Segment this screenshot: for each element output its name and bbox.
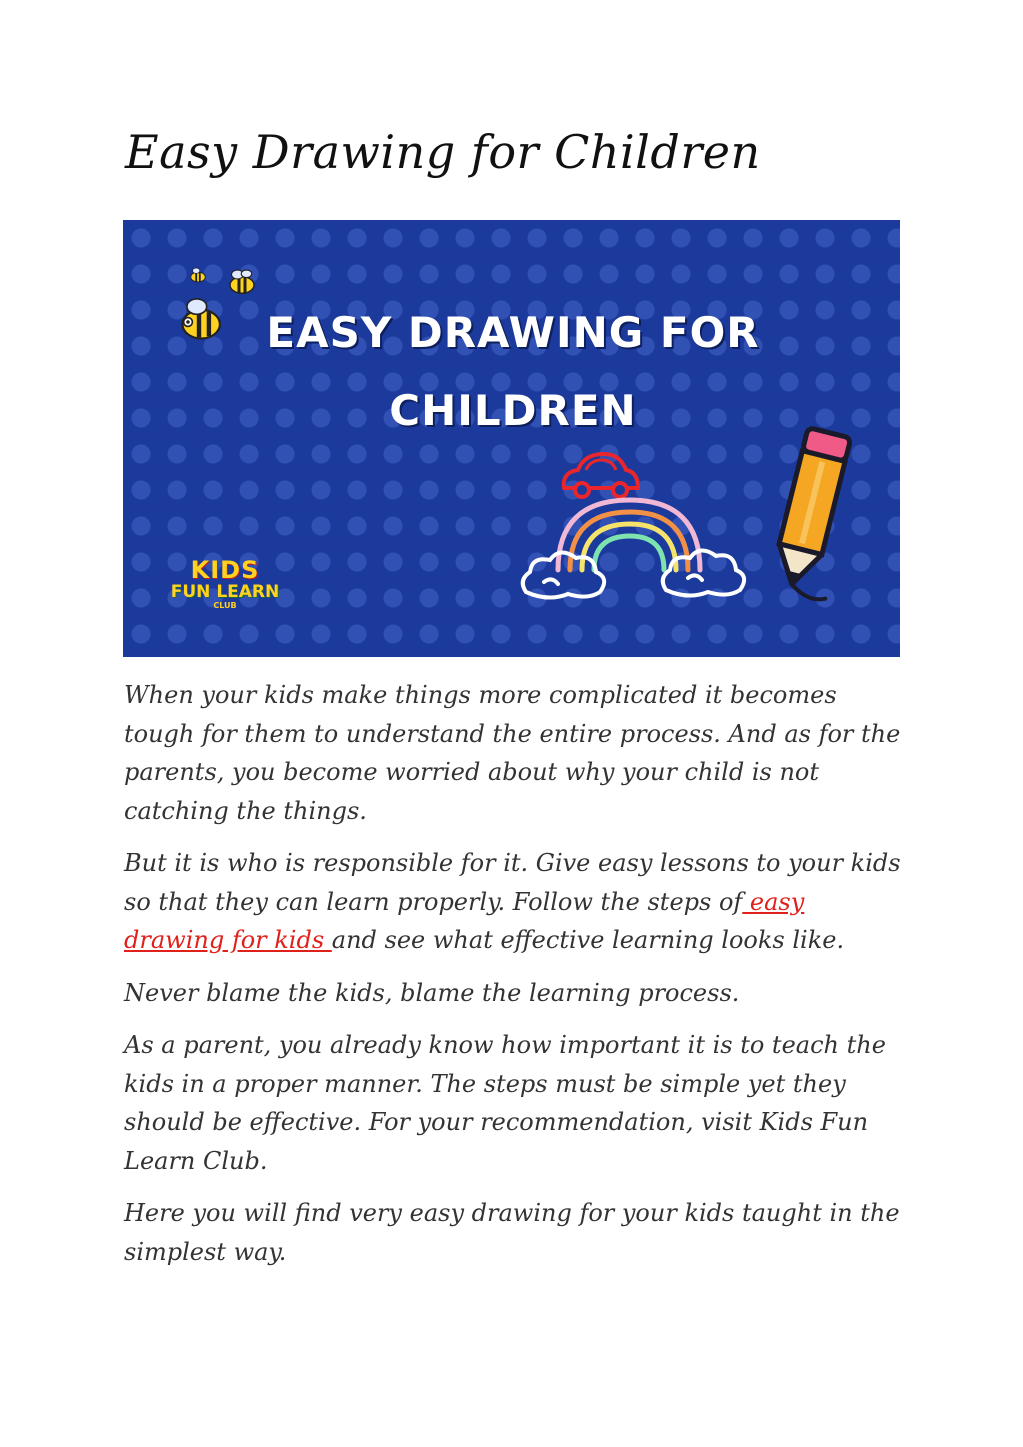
logo-kids-text: KIDS xyxy=(190,556,260,584)
paragraph-2-text-before: But it is who is responsible for it. Give easy lessons to your kids so that they can learn properly. Follow the steps of xyxy=(124,849,901,916)
paragraph-1: When your kids make things more complicated it becomes tough for them to understand the entire process. And as for the parents, you become worried about why your child is not catching the things. xyxy=(124,681,901,825)
car-icon xyxy=(564,454,638,497)
pencil-icon xyxy=(753,420,863,610)
cloud-icon xyxy=(523,552,604,597)
paragraph-4-text-after: . xyxy=(259,1146,268,1175)
article-body xyxy=(124,676,904,1285)
banner-heading-line1: EASY DRAWING FOR xyxy=(266,308,760,357)
paragraph-2 xyxy=(124,844,904,960)
bee-icon xyxy=(183,299,220,339)
logo-club-text: CLUB xyxy=(213,601,237,610)
bees-illustration xyxy=(171,260,271,360)
logo-fun-learn-text: FUN LEARN xyxy=(170,582,280,602)
bee-icon xyxy=(230,270,254,293)
rainbow-car-illustration xyxy=(518,442,788,612)
paragraph-2-text-after: and see what effective learning looks like. xyxy=(331,926,845,954)
banner-heading-line2: CHILDREN xyxy=(389,386,637,435)
kids-fun-learn-club-name: Kids Fun Learn Club xyxy=(124,1108,869,1175)
easy-drawing-for-kids-link[interactable]: easy drawing for kids xyxy=(124,887,805,954)
bee-icon xyxy=(191,268,205,282)
paragraph-4 xyxy=(124,1026,904,1180)
paragraph-3: Never blame the kids, blame the learning process. xyxy=(124,978,740,1007)
paragraph-5: Here you will find very easy drawing for your kids taught in the simplest way. xyxy=(124,1199,900,1266)
hero-banner-image xyxy=(123,220,900,657)
kids-fun-learn-club-logo xyxy=(165,558,285,610)
paragraph-4-text-before: As a parent, you already know how important it is to teach the kids in a proper manner. The steps must be simple yet they should be effective. For your recommendation, visit xyxy=(124,1031,886,1136)
page-title: Easy Drawing for Children xyxy=(125,125,761,179)
